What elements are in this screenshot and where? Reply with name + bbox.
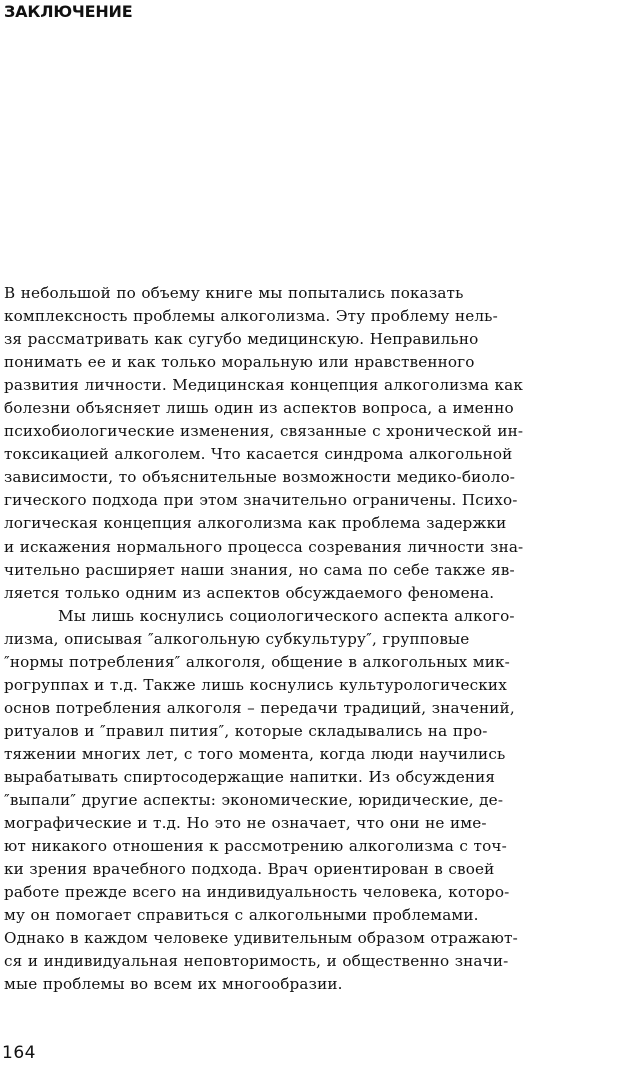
text-line: му он помогает справиться с алкогольными проблемами. — [4, 906, 479, 925]
text-line: токсикацией алкоголем. Что касается синдрома алкогольной — [4, 445, 513, 464]
text-line: комплексность проблемы алкоголизма. Эту проблему нель- — [4, 307, 498, 326]
text-line: ритуалов и ″правил пития″, которые складывались на про- — [4, 721, 488, 740]
text-line: зависимости, то объяснительные возможности медико-биоло- — [4, 468, 516, 487]
text-line: логическая концепция алкоголизма как проблема задержки — [4, 514, 507, 533]
text-line: чительно расширяет наши знания, но сама по себе также яв- — [4, 560, 515, 579]
text-line: ют никакого отношения к рассмотрению алкоголизма с точ- — [4, 837, 507, 856]
text-line: рогруппах и т.д. Также лишь коснулись культурологических — [4, 675, 507, 694]
chapter-body — [4, 282, 616, 996]
text-line: ки зрения врачебного подхода. Врач ориентирован в своей — [4, 860, 495, 879]
text-line: основ потребления алкоголя – передачи традиций, значений, — [4, 698, 515, 717]
text-line: зя рассматривать как сугубо медицинскую. Неправильно — [4, 330, 479, 349]
paragraph-start-line: Мы лишь коснулись социологического аспекта алкого- — [58, 606, 515, 625]
text-line: работе прежде всего на индивидуальность человека, которо- — [4, 883, 510, 902]
text-line: вырабатывать спиртосодержащие напитки. Из обсуждения — [4, 767, 496, 786]
text-line: тяжении многих лет, с того момента, когда люди научились — [4, 744, 506, 763]
chapter-heading: ЗАКЛЮЧЕНИЕ — [4, 2, 133, 21]
text-line: понимать ее и как только моральную или нравственного — [4, 353, 475, 372]
text-line: ″выпали″ другие аспекты: экономические, юридические, де- — [4, 791, 504, 810]
text-line: ″нормы потребления″ алкоголя, общение в алкогольных мик- — [4, 652, 510, 671]
text-line: мые проблемы во всем их многообразии. — [4, 975, 343, 994]
text-line: мографические и т.д. Но это не означает, что они не име- — [4, 814, 487, 833]
text-line: ляется только одним из аспектов обсуждаемого феномена. — [4, 583, 495, 602]
text-line: психобиологические изменения, связанные с хронической ин- — [4, 422, 524, 441]
text-line: Однако в каждом человеке удивительным образом отражают- — [4, 929, 518, 948]
text-line: В небольшой по объему книге мы попытались показать — [4, 284, 464, 302]
text-line: развития личности. Медицинская концепция алкоголизма как — [4, 376, 523, 395]
text-line: лизма, описывая ″алкогольную субкультуру″, групповые — [4, 629, 470, 648]
page-number: 164 — [2, 1043, 36, 1063]
text-line: и искажения нормального процесса созревания личности зна- — [4, 537, 524, 556]
text-line: гического подхода при этом значительно ограничены. Психо- — [4, 491, 518, 510]
text-line: ся и индивидуальная неповторимость, и общественно значи- — [4, 952, 509, 971]
text-line: болезни объясняет лишь один из аспектов вопроса, а именно — [4, 399, 514, 418]
